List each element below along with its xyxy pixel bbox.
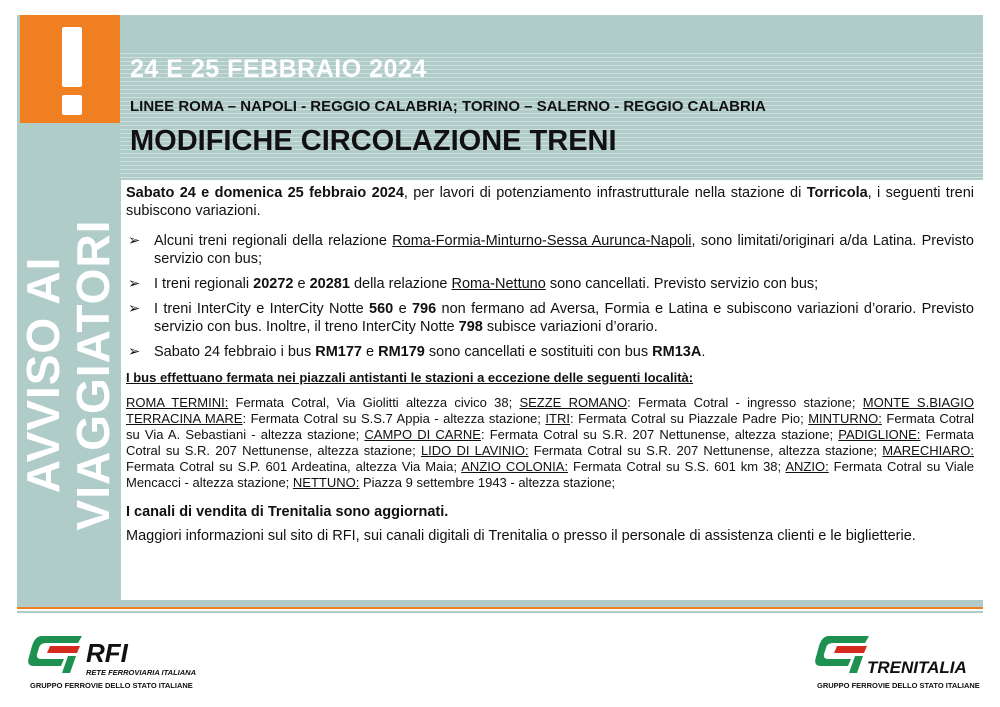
bullet-text: subisce variazioni d’orario. bbox=[482, 319, 658, 335]
exclamation-icon bbox=[62, 27, 82, 87]
stop-place: MONTE S.BIAGIO TERRACINA MARE bbox=[126, 395, 975, 426]
intro-paragraph bbox=[126, 184, 974, 220]
stop-info: Piazza 9 settembre 1943 - altezza stazione; bbox=[359, 475, 616, 490]
side-banner-line1: AVVISO AI bbox=[17, 256, 69, 494]
bullet-text: e bbox=[393, 301, 412, 317]
notice-content bbox=[121, 180, 983, 600]
bullet-text: Sabato 24 febbraio i bus bbox=[154, 344, 316, 360]
trenitalia-name: TRENITALIA bbox=[867, 658, 967, 677]
bullet-text: e bbox=[293, 276, 310, 292]
stop-place: ANZIO COLONIA: bbox=[461, 459, 569, 474]
stop-info: : Fermata Cotral - ingresso stazione; bbox=[627, 395, 863, 410]
bullet-text: . bbox=[701, 344, 706, 360]
stop-info: Fermata Cotral su S.S. 601 km 38; bbox=[568, 459, 786, 474]
arrow-bullet-icon: ➢ bbox=[128, 301, 141, 317]
rfi-logo bbox=[28, 632, 228, 694]
intro-station: Torricola bbox=[806, 185, 868, 201]
bullet-text: sono cancellati. Previsto servizio con bus; bbox=[545, 276, 819, 292]
bus-number: RM179 bbox=[378, 344, 425, 360]
stop-info: : Fermata Cotral su S.S.7 Appia - altezza stazione; bbox=[242, 411, 546, 426]
train-number: 560 bbox=[369, 301, 394, 317]
bullet-list bbox=[126, 232, 974, 361]
stop-info: Fermata Cotral su S.R. 207 Nettunense, altezza stazione; bbox=[528, 443, 883, 458]
bullet-text: I treni regionali bbox=[154, 276, 254, 292]
trenitalia-logo bbox=[815, 632, 985, 694]
bus-stops-heading: I bus effettuano fermata nei piazzali antistanti le stazioni a eccezione delle seguenti località: bbox=[126, 370, 694, 385]
stop-place: NETTUNO: bbox=[292, 475, 360, 490]
list-item bbox=[126, 343, 974, 361]
intro-text2: , i seguenti treni subiscono variazioni. bbox=[126, 185, 974, 219]
date-title: 24 E 25 FEBBRAIO 2024 bbox=[130, 55, 427, 83]
alert-box bbox=[20, 15, 120, 123]
bullet-text: I treni InterCity e InterCity Notte bbox=[154, 301, 370, 317]
stop-info: Fermata Cotral su S.R. 207 Nettunense, altezza stazione; bbox=[126, 427, 975, 458]
stop-place: SEZZE ROMANO bbox=[519, 395, 628, 410]
stop-info: : Fermata Cotral su S.R. 207 Nettunense, altezza stazione; bbox=[480, 427, 839, 442]
stop-info: Fermata Cotral su S.P. 601 Ardeatina, altezza Via Maia; bbox=[126, 459, 462, 474]
stop-place: ROMA TERMINI: bbox=[126, 395, 229, 410]
stop-place: CAMPO DI CARNE bbox=[364, 427, 481, 442]
rfi-group: GRUPPO FERROVIE DELLO STATO ITALIANE bbox=[30, 681, 193, 690]
arrow-bullet-icon: ➢ bbox=[128, 233, 141, 249]
stop-info: Fermata Cotral su Via A. Sebastiani - altezza stazione; bbox=[126, 411, 974, 442]
stop-place: PADIGLIONE: bbox=[838, 427, 921, 442]
intro-dates: Sabato 24 e domenica 25 febbraio 2024 bbox=[126, 185, 404, 201]
fs-mark-icon bbox=[28, 632, 83, 674]
footer-divider-accent bbox=[17, 607, 983, 609]
channels-note: I canali di vendita di Trenitalia sono aggiornati. bbox=[126, 504, 449, 520]
bullet-text: della relazione bbox=[349, 276, 452, 292]
bullet-text: Alcuni treni regionali della relazione bbox=[154, 233, 393, 249]
footer-divider bbox=[17, 611, 983, 613]
route-name: Roma-Nettuno bbox=[451, 276, 546, 292]
bullet-text: sono cancellati e sostituiti con bus bbox=[424, 344, 653, 360]
arrow-bullet-icon: ➢ bbox=[128, 344, 141, 360]
rfi-name: RFI bbox=[86, 638, 128, 668]
fs-mark-icon bbox=[815, 632, 870, 674]
stop-info: Fermata Cotral, Via Giolitti altezza civico 38; bbox=[228, 395, 520, 410]
stop-info: : Fermata Cotral su Piazzale Padre Pio; bbox=[569, 411, 809, 426]
train-number: 796 bbox=[411, 301, 437, 317]
stop-place: ANZIO: bbox=[785, 459, 829, 474]
list-item bbox=[126, 300, 974, 336]
stop-place: ITRI bbox=[545, 411, 570, 426]
rfi-fullname: RETE FERROVIARIA ITALIANA bbox=[86, 668, 196, 677]
stop-place: LIDO DI LAVINIO: bbox=[420, 443, 529, 458]
intro-text1: , per lavori di potenziamento infrastrutturale nella stazione di bbox=[403, 185, 807, 201]
train-number: 20272 bbox=[253, 276, 294, 292]
route-name: Roma-Formia-Minturno-Sessa Aurunca-Napoli, bbox=[392, 233, 696, 249]
stop-place: MINTURNO: bbox=[808, 411, 882, 426]
side-banner-line2: VIAGGIATORI bbox=[67, 219, 119, 531]
list-item bbox=[126, 275, 974, 293]
bullet-text: non fermano ad Aversa, Formia e Latina e subiscono variazioni d’orario. Previsto servizio con bus. Inoltre, il treno InterCity Notte bbox=[154, 301, 975, 335]
footer-divider bbox=[17, 602, 983, 605]
more-info: Maggiori informazioni sul sito di RFI, sui canali digitali di Trenitalia o presso il personale di assistenza clienti e le biglietterie. bbox=[126, 528, 916, 544]
bus-number: RM177 bbox=[315, 344, 362, 360]
bullet-text: e bbox=[361, 344, 379, 360]
train-number: 20281 bbox=[309, 276, 350, 292]
bus-number: RM13A bbox=[652, 344, 702, 360]
stop-place: MARECHIARO: bbox=[882, 443, 974, 458]
side-banner-text bbox=[18, 220, 118, 531]
trenitalia-group: GRUPPO FERROVIE DELLO STATO ITALIANE bbox=[817, 681, 980, 690]
stop-info: Fermata Cotral su Viale Mencacci - altezza stazione; bbox=[126, 459, 974, 490]
lines-title: LINEE ROMA – NAPOLI - REGGIO CALABRIA; TORINO – SALERNO - REGGIO CALABRIA bbox=[130, 98, 766, 115]
arrow-bullet-icon: ➢ bbox=[128, 276, 141, 292]
train-number: 798 bbox=[458, 319, 483, 335]
list-item bbox=[126, 232, 974, 268]
page-title: MODIFICHE CIRCOLAZIONE TRENI bbox=[130, 125, 617, 157]
bullet-text: sono limitati/originari a/da Latina. Previsto servizio con bus; bbox=[154, 233, 974, 267]
exclamation-dot bbox=[62, 95, 82, 115]
bus-stops-list bbox=[126, 395, 974, 491]
